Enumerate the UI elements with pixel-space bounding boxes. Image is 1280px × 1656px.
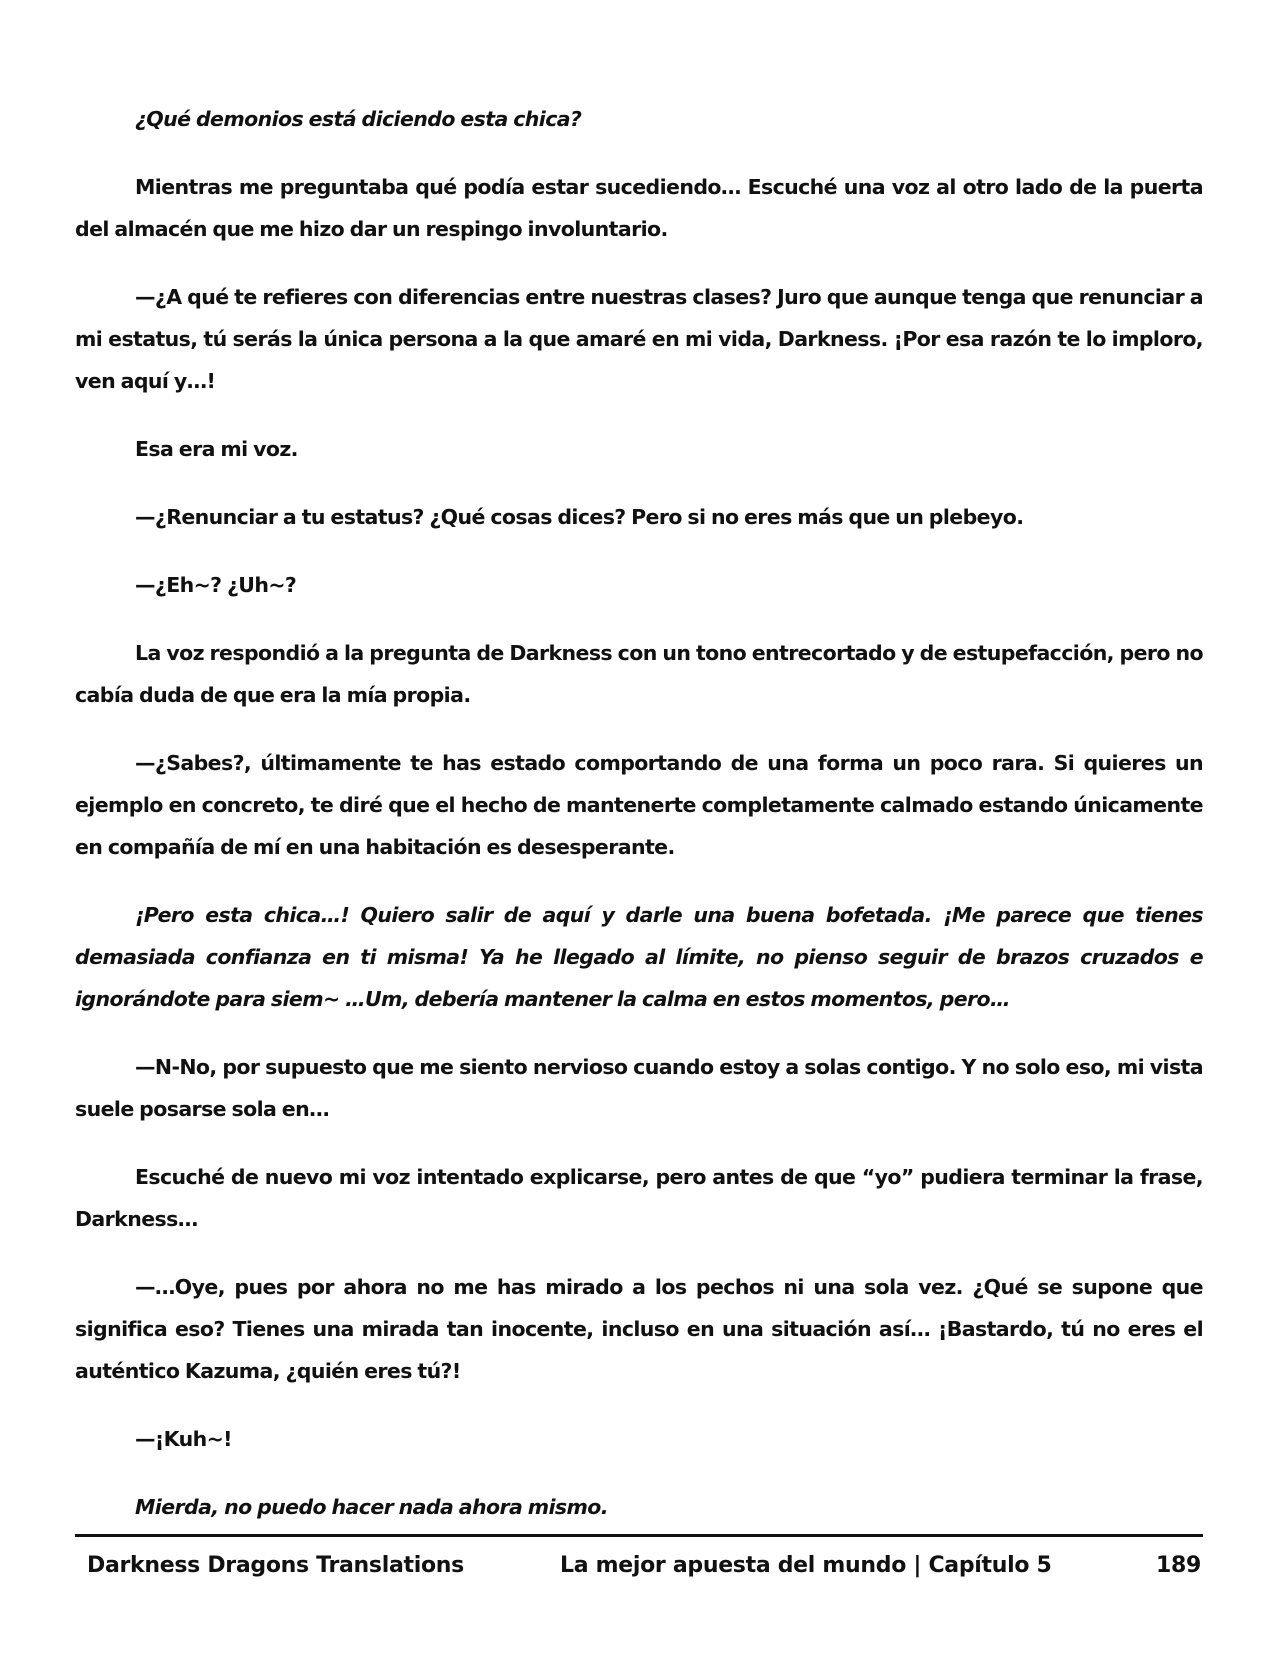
paragraph: La voz respondió a la pregunta de Darkness con un tono entrecortado y de estupefacción, pero no cabía duda de que era la mía propia. [75,641,1203,707]
footer-publisher: Darkness Dragons Translations [87,1553,464,1578]
paragraph: —N-No, por supuesto que me siento nervioso cuando estoy a solas contigo. Y no solo eso, mi vista suele posarse sola en… [75,1055,1203,1121]
paragraph: —¿Renunciar a tu estatus? ¿Qué cosas dices? Pero si no eres más que un plebeyo. [135,505,1024,529]
paragraph: Mierda, no puedo hacer nada ahora mismo. [135,1495,608,1519]
paragraph: —¿Sabes?, últimamente te has estado comportando de una forma un poco rara. Si quieres un ejemplo en concreto, te diré que el hecho de mantenerte completamente calmado estando únicamente en compañía de mí en una habitación es desesperante. [75,751,1203,859]
paragraph: Mientras me preguntaba qué podía estar sucediendo… Escuché una voz al otro lado de la puerta del almacén que me hizo dar un respingo involuntario. [75,175,1203,241]
paragraph: Escuché de nuevo mi voz intentado explicarse, pero antes de que “yo” pudiera terminar la frase, Darkness… [75,1165,1203,1231]
paragraph: —¡Kuh~! [135,1427,232,1451]
page-footer [75,1534,1203,1589]
paragraph: Esa era mi voz. [135,437,298,461]
footer-page-number: 189 [1155,1553,1201,1578]
paragraph: —¿A qué te refieres con diferencias entre nuestras clases? Juro que aunque tenga que renunciar a mi estatus, tú serás la única persona a la que amaré en mi vida, Darkness. ¡Por esa razón te lo imploro, ven aquí y…! [75,285,1203,393]
paragraph: ¿Qué demonios está diciendo esta chica? [135,107,582,131]
footer-chapter-title: La mejor apuesta del mundo | Capítulo 5 [560,1553,1052,1578]
paragraph: —¿Eh~? ¿Uh~? [135,573,297,597]
page-body [75,98,1203,1554]
paragraph: —…Oye, pues por ahora no me has mirado a los pechos ni una sola vez. ¿Qué se supone que significa eso? Tienes una mirada tan inocente, incluso en una situación así… ¡Bastardo, tú no eres el auténtico Kazuma, ¿quién eres tú?! [75,1275,1203,1383]
paragraph: ¡Pero esta chica…! Quiero salir de aquí y darle una buena bofetada. ¡Me parece que tienes demasiada confianza en ti misma! Ya he llegado al límite, no pienso seguir de brazos cruzados e ignorándote para siem~ …Um, debería mantener la calma en estos momentos, pero… [75,903,1203,1011]
